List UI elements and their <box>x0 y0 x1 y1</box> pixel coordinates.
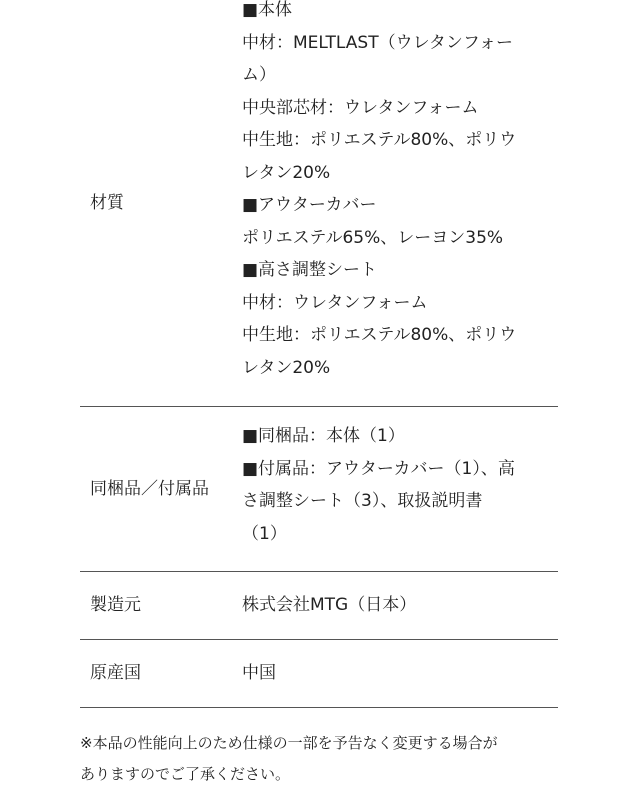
material-line: ポリエステル65%、レーヨン35% <box>242 227 504 248</box>
spec-row-bundle <box>80 407 558 572</box>
bundle-line: （1） <box>242 523 287 544</box>
material-line: 中材：ウレタンフォーム <box>242 292 428 313</box>
spec-label-maker: 製造元 <box>90 595 141 615</box>
spec-row-origin <box>80 640 558 708</box>
material-line: ム） <box>242 65 276 85</box>
spec-table <box>80 0 558 708</box>
material-line: 中生地：ポリエステル80%、ポリウ <box>242 325 517 345</box>
spec-label-material: 材質 <box>90 192 124 213</box>
bundle-line: ■付属品：アウターカバー（1）、高 <box>242 458 515 479</box>
material-line: レタン20% <box>242 357 331 378</box>
material-line: ■高さ調整シート <box>242 260 378 280</box>
bundle-line: さ調整シート（3）、取扱説明書 <box>242 491 483 511</box>
material-line: ■本体 <box>242 0 293 20</box>
spec-row-material <box>80 0 558 407</box>
spec-value-maker: 株式会社MTG（日本） <box>242 595 417 616</box>
material-line: 中央部芯材：ウレタンフォーム <box>242 97 479 118</box>
note-line: ※本品の性能向上のため仕様の一部を予告なく変更する場合が <box>80 734 498 752</box>
spec-label-origin: 原産国 <box>90 663 141 683</box>
material-line: 中生地：ポリエステル80%、ポリウ <box>242 130 517 150</box>
spec-row-maker <box>80 572 558 640</box>
spec-label-bundle: 同梱品／付属品 <box>90 478 209 499</box>
spec-value-origin: 中国 <box>242 663 276 684</box>
material-line: 中材：MELTLAST（ウレタンフォー <box>242 32 514 53</box>
spec-value-material <box>242 0 558 406</box>
material-line: レタン20% <box>242 162 331 183</box>
disclaimer-note <box>80 728 560 790</box>
bundle-line: ■同梱品：本体（1） <box>242 426 405 446</box>
material-line: ■アウターカバー <box>242 195 377 215</box>
spec-value-bundle <box>242 407 558 571</box>
note-line: ありますのでご了承ください。 <box>80 765 291 783</box>
